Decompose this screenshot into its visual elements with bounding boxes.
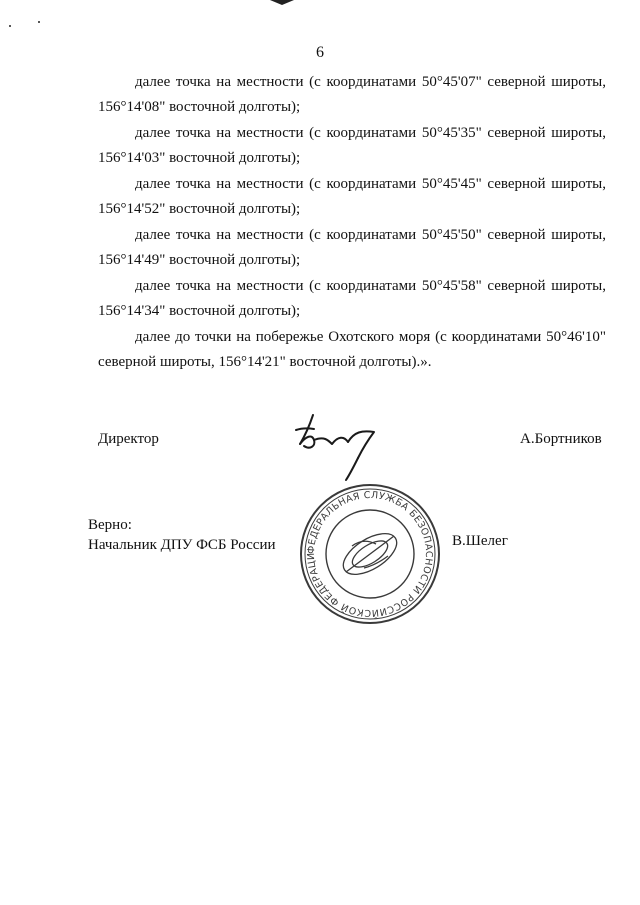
director-title: Директор: [98, 431, 159, 447]
seal-emblem: [337, 525, 404, 582]
coordinate-paragraph-6: далее до точки на побережье Охотского моря (с координатами 50°46'10" северной широты, 156°14'21" восточной долготы).».: [98, 329, 606, 370]
verified-label: Верно:: [88, 517, 132, 533]
coordinate-paragraph-2: далее точка на местности (с координатами 50°45'35" северной широты, 156°14'03" восточной долготы);: [98, 125, 606, 166]
seal-ring-text: ФЕДЕРАЛЬНАЯ СЛУЖБА БЕЗОПАСНОСТИ РОССИЙСКОЙ ФЕДЕРАЦИИ ОГРН 1037700260: [292, 472, 435, 619]
official-seal-stamp: [292, 472, 444, 628]
scan-artifact: [270, 0, 294, 4]
coordinate-paragraph-5: далее точка на местности (с координатами 50°45'58" северной широты, 156°14'34" восточной долготы);: [98, 278, 606, 319]
director-name: А.Бортников: [520, 431, 602, 447]
page-number: 6: [316, 44, 324, 61]
coordinate-paragraph-1: далее точка на местности (с координатами 50°45'07" северной широты, 156°14'08" восточной долготы);: [98, 74, 606, 115]
official-title: Начальник ДПУ ФСБ России: [88, 537, 276, 553]
handwritten-signature: [288, 410, 388, 485]
coordinate-paragraph-3: далее точка на местности (с координатами 50°45'45" северной широты, 156°14'52" восточной долготы);: [98, 176, 606, 217]
official-name: В.Шелег: [452, 533, 508, 549]
coordinate-paragraph-4: далее точка на местности (с координатами 50°45'50" северной широты, 156°14'49" восточной долготы);: [98, 227, 606, 268]
